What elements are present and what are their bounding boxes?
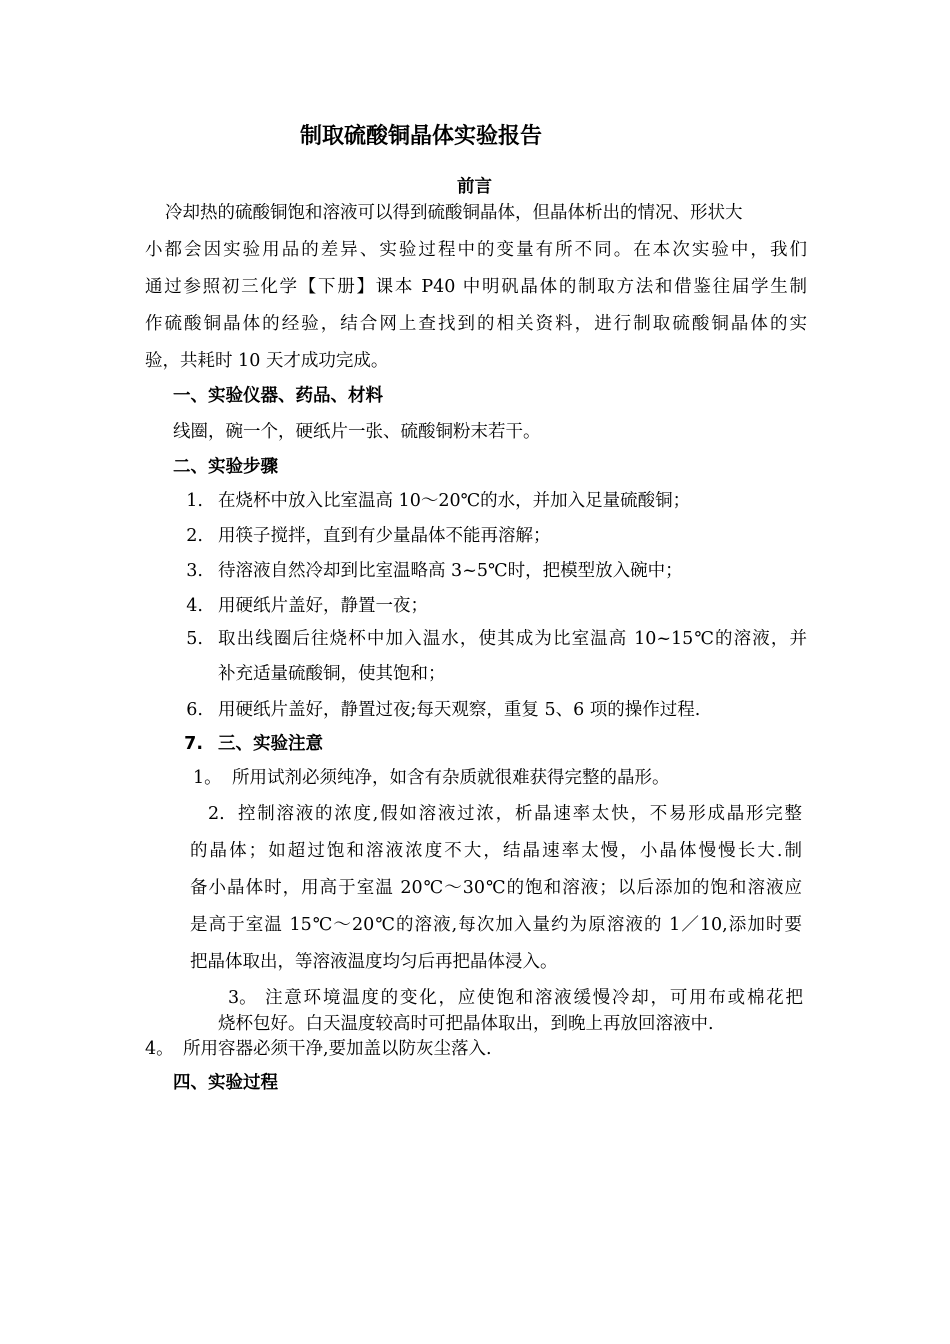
step-text: 用硬纸片盖好，静置过夜;每天观察，重复 5、6 项的操作过程. xyxy=(218,700,701,720)
note-text: 烧杯包好。白天温度较高时可把晶体取出，到晚上再放回溶液中. xyxy=(218,1014,714,1034)
note-text: 是高于室温 15℃～20℃的溶液,每次加入量约为原溶液的 1／10,添加时要 xyxy=(190,915,802,935)
note-text: 控制溶液的浓度,假如溶液过浓，析晶速率太快，不易形成晶形完整 xyxy=(238,804,802,824)
step-number: 6. xyxy=(186,700,203,720)
step-number: 5. xyxy=(186,629,203,649)
preface-line: 通过参照初三化学【下册】课本 P40 中明矾晶体的制取方法和借鉴往届学生制 xyxy=(145,277,807,297)
note-text: 注意环境温度的变化，应使饱和溶液缓慢冷却，可用布或棉花把 xyxy=(265,988,803,1008)
note-text: 把晶体取出，等溶液温度均匀后再把晶体浸入。 xyxy=(190,952,558,972)
step-text: 补充适量硫酸铜，使其饱和； xyxy=(218,664,446,684)
note-text: 所用容器必须干净,要加盖以防灰尘落入. xyxy=(183,1039,492,1059)
step-text: 用筷子搅拌，直到有少量晶体不能再溶解； xyxy=(218,526,551,546)
preface-line: 冷却热的硫酸铜饱和溶液可以得到硫酸铜晶体，但晶体析出的情况、形状大 xyxy=(165,203,743,223)
section-heading-notes: 三、实验注意 xyxy=(218,734,323,754)
section-number: 7. xyxy=(184,734,203,754)
note-number: 3。 xyxy=(228,988,257,1008)
document-title: 制取硫酸铜晶体实验报告 xyxy=(300,124,543,149)
step-text: 用硬纸片盖好，静置一夜； xyxy=(218,596,428,616)
step-text: 待溶液自然冷却到比室温略高 3~5℃时，把模型放入碗中； xyxy=(218,561,683,581)
preface-heading: 前言 xyxy=(457,177,492,197)
note-number: 1。 xyxy=(193,768,222,788)
preface-line: 作硫酸铜晶体的经验，结合网上查找到的相关资料，进行制取硫酸铜晶体的实 xyxy=(145,314,807,334)
note-text: 所用试剂必须纯净，如含有杂质就很难获得完整的晶形。 xyxy=(232,768,670,788)
step-number: 1. xyxy=(186,491,203,511)
materials-text: 线圈，碗一个，硬纸片一张、硫酸铜粉末若干。 xyxy=(173,422,541,442)
section-heading-steps: 二、实验步骤 xyxy=(173,457,278,477)
preface-line: 小都会因实验用品的差异、实验过程中的变量有所不同。在本次实验中，我们 xyxy=(145,240,807,260)
note-number: 2. xyxy=(208,804,225,824)
step-number: 4. xyxy=(186,596,203,616)
note-number: 4。 xyxy=(145,1039,174,1059)
section-heading-process: 四、实验过程 xyxy=(173,1073,278,1093)
note-text: 的晶体；如超过饱和溶液浓度不大，结晶速率太慢，小晶体慢慢长大.制 xyxy=(190,841,802,861)
step-text: 在烧杯中放入比室温高 10～20℃的水，并加入足量硫酸铜； xyxy=(218,491,691,511)
step-number: 2. xyxy=(186,526,203,546)
step-text: 取出线圈后往烧杯中加入温水，使其成为比室温高 10~15℃的溶液，并 xyxy=(218,629,807,649)
note-text: 备小晶体时，用高于室温 20℃～30℃的饱和溶液；以后添加的饱和溶液应 xyxy=(190,878,802,898)
step-number: 3. xyxy=(186,561,203,581)
preface-line: 验，共耗时 10 天才成功完成。 xyxy=(145,351,389,371)
section-heading-materials: 一、实验仪器、药品、材料 xyxy=(173,386,383,406)
